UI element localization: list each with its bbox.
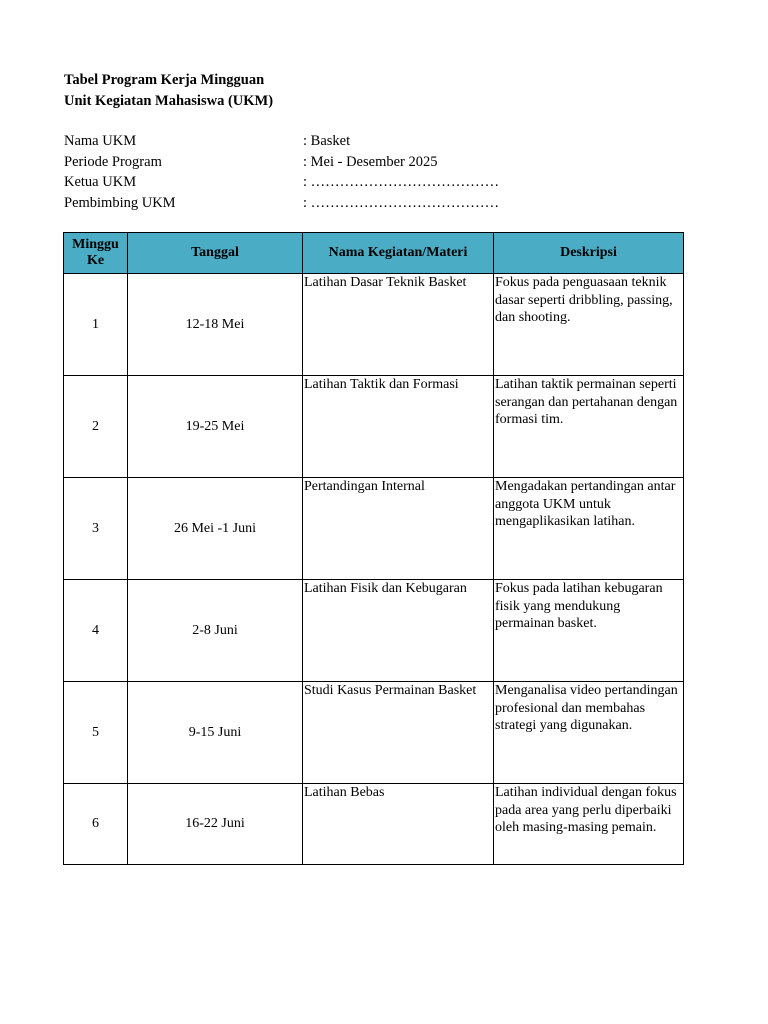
activity-cell: Latihan Dasar Teknik Basket [303, 274, 494, 376]
description-cell: Menganalisa video pertandingan profesional dan membahas strategi yang digunakan. [494, 682, 684, 784]
table-row [64, 784, 684, 865]
column-header-activity: Nama Kegiatan/Materi [303, 233, 494, 274]
info-label: Pembimbing UKM [64, 194, 176, 211]
info-value: : ………………………………… [303, 174, 500, 190]
info-label: Nama UKM [64, 133, 137, 149]
table-row [64, 478, 684, 580]
info-value: : Basket [303, 133, 351, 149]
date-cell: 9-15 Juni [128, 682, 303, 784]
activity-cell: Latihan Bebas [303, 784, 494, 865]
program-table [63, 232, 684, 865]
info-row-ketua [64, 172, 499, 193]
week-cell: 5 [64, 682, 128, 784]
week-cell: 4 [64, 580, 128, 682]
table-row [64, 682, 684, 784]
date-cell: 26 Mei -1 Juni [128, 478, 303, 580]
week-cell: 3 [64, 478, 128, 580]
date-cell: 12-18 Mei [128, 274, 303, 376]
info-label: Ketua UKM [64, 174, 137, 190]
description-cell: Latihan taktik permainan seperti serangan dan pertahanan dengan formasi tim. [494, 376, 684, 478]
info-label: Periode Program [64, 153, 162, 170]
info-value: : Mei - Desember 2025 [303, 153, 438, 170]
description-cell: Latihan individual dengan fokus pada area yang perlu diperbaiki oleh masing-masing pemain. [494, 784, 684, 865]
week-cell: 6 [64, 784, 128, 865]
activity-cell: Latihan Taktik dan Formasi [303, 376, 494, 478]
info-row-nama-ukm [64, 131, 499, 152]
table-row [64, 580, 684, 682]
title-line-2: Unit Kegiatan Mahasiswa (UKM) [64, 93, 274, 109]
activity-cell: Studi Kasus Permainan Basket [303, 682, 494, 784]
table-header-row [64, 233, 684, 274]
description-cell: Mengadakan pertandingan antar anggota UKM untuk mengaplikasikan latihan. [494, 478, 684, 580]
column-header-week: Minggu Ke [64, 233, 128, 274]
document-title [64, 70, 273, 112]
date-cell: 19-25 Mei [128, 376, 303, 478]
week-cell: 1 [64, 274, 128, 376]
info-block [64, 131, 499, 213]
info-value: : ………………………………… [303, 194, 500, 211]
table-row [64, 274, 684, 376]
activity-cell: Latihan Fisik dan Kebugaran [303, 580, 494, 682]
info-row-pembimbing [64, 193, 499, 214]
info-row-periode [64, 152, 499, 173]
column-header-date: Tanggal [128, 233, 303, 274]
activity-cell: Pertandingan Internal [303, 478, 494, 580]
week-cell: 2 [64, 376, 128, 478]
date-cell: 2-8 Juni [128, 580, 303, 682]
table-row [64, 376, 684, 478]
description-cell: Fokus pada latihan kebugaran fisik yang mendukung permainan basket. [494, 580, 684, 682]
column-header-description: Deskripsi [494, 233, 684, 274]
title-line-1: Tabel Program Kerja Mingguan [64, 72, 265, 88]
description-cell: Fokus pada penguasaan teknik dasar seperti dribbling, passing, dan shooting. [494, 274, 684, 376]
date-cell: 16-22 Juni [128, 784, 303, 865]
